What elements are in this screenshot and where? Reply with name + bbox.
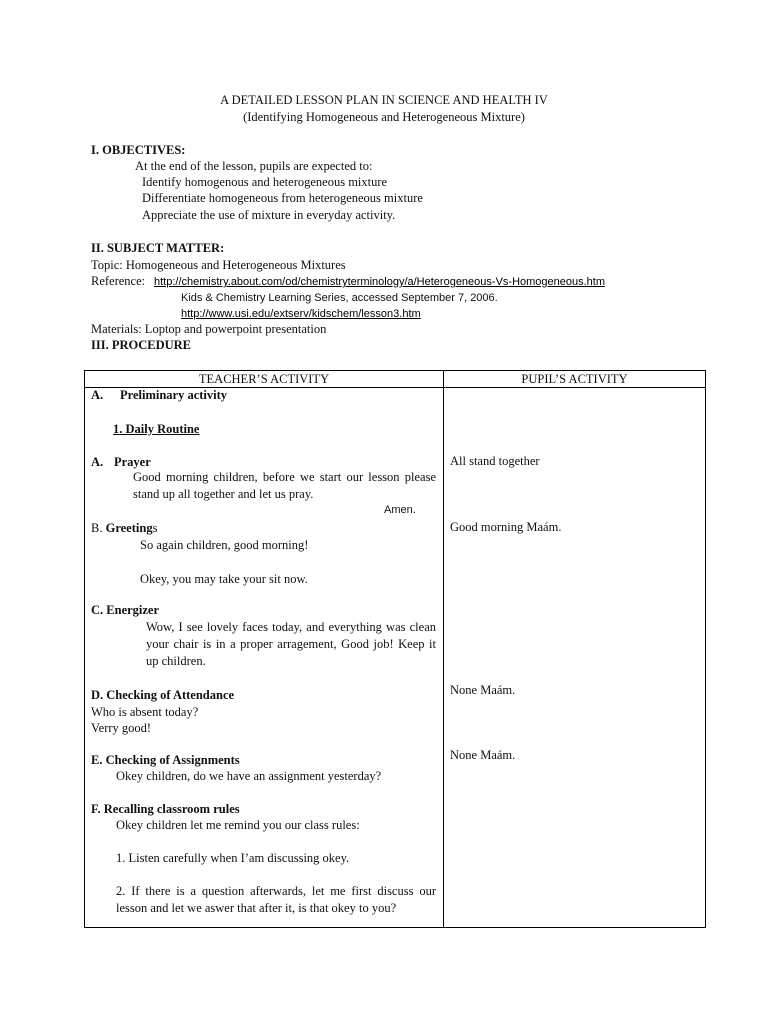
- section-a-label: A.: [91, 388, 104, 402]
- reference-link-usi[interactable]: http://www.usi.edu/extserv/kidschem/lesson3.htm: [181, 308, 421, 320]
- greetings-line: So again children, good morning!: [140, 538, 309, 552]
- rule-item: 2. If there is a question afterwards, let me first discuss our lesson and let we aswer that after it, is that okey to you?: [116, 884, 436, 915]
- daily-routine-title: 1. Daily Routine: [113, 422, 200, 436]
- rule-item: 1. Listen carefully when I’am discussing okey.: [116, 851, 350, 865]
- column-divider: [443, 371, 444, 927]
- amen-text: Amen.: [384, 504, 416, 516]
- reference-note: Kids & Chemistry Learning Series, accessed September 7, 2006.: [181, 292, 498, 304]
- reference-link-chemistry-about[interactable]: http://chemistry.about.com/od/chemistryterminology/a/Heterogeneous-Vs-Homogeneous.htm: [154, 276, 606, 288]
- energizer-text: Wow, I see lovely faces today, and everything was clean your chair is in a proper arragement, Good job! Keep it up children.: [146, 620, 436, 668]
- materials-line: Materials: Loptop and powerpoint presentation: [91, 322, 327, 336]
- teacher-activity-header: TEACHER’S ACTIVITY: [198, 372, 330, 386]
- objectives-intro: At the end of the lesson, pupils are expected to:: [135, 159, 373, 173]
- procedure-table: [84, 370, 706, 928]
- pupil-prayer-response: All stand together: [450, 454, 540, 468]
- greetings-line: Okey, you may take your sit now.: [140, 572, 308, 586]
- pupil-assignment-response: None Maám.: [450, 748, 516, 762]
- objective-item: Identify homogenous and heterogeneous mixture: [142, 175, 388, 189]
- rules-intro: Okey children let me remind you our class rules:: [116, 818, 360, 832]
- assignments-line: Okey children, do we have an assignment yesterday?: [116, 769, 382, 783]
- greetings-title: B. Greetings: [91, 521, 158, 535]
- reference-label: Reference:: [91, 274, 146, 288]
- attendance-line: Verry good!: [91, 721, 152, 735]
- objective-item: Differentiate homogeneous from heterogeneous mixture: [142, 191, 423, 205]
- topic-line: Topic: Homogeneous and Heterogeneous Mixtures: [91, 258, 346, 272]
- pupil-activity-header: PUPIL’S ACTIVITY: [521, 372, 628, 386]
- objective-item: Appreciate the use of mixture in everyday activity.: [142, 208, 396, 222]
- prayer-title: Prayer: [114, 455, 151, 469]
- preliminary-activity-title: Preliminary activity: [120, 388, 228, 402]
- attendance-title: D. Checking of Attendance: [91, 688, 235, 702]
- assignments-title: E. Checking of Assignments: [91, 753, 240, 767]
- procedure-heading: III. PROCEDURE: [91, 338, 192, 352]
- pupil-greeting-response: Good morning Maám.: [450, 520, 562, 534]
- objectives-heading: I. OBJECTIVES:: [91, 143, 186, 157]
- pupil-attendance-response: None Maám.: [450, 683, 516, 697]
- attendance-line: Who is absent today?: [91, 705, 199, 719]
- rules-title: F. Recalling classroom rules: [91, 802, 240, 816]
- energizer-title: C. Energizer: [91, 603, 160, 617]
- prayer-label: A.: [91, 455, 104, 469]
- document-subtitle: (Identifying Homogeneous and Heterogeneous Mixture): [243, 110, 525, 124]
- subject-matter-heading: II. SUBJECT MATTER:: [91, 241, 225, 255]
- prayer-text: Good morning children, before we start our lesson please stand up all together and let us pray.: [133, 470, 436, 501]
- document-title: A DETAILED LESSON PLAN IN SCIENCE AND HEALTH IV: [220, 93, 548, 107]
